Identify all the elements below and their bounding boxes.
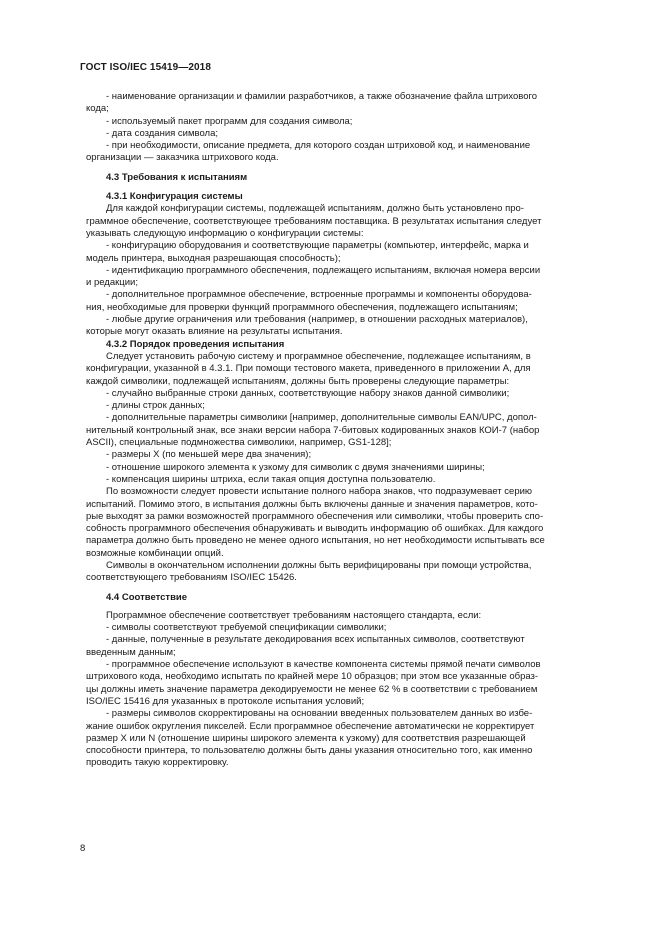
paragraph: - размеры символов скорректированы на основании введенных пользователем данных во избе- жание ошибок округления пикселей. Если программное обеспечение автоматически не корректирует размер X или N (отношение ширины широкого элемента к узкому) для соответствия разрешающей способности принтера, то пользователю должны быть даны указания относительно того, как именно проводить такую корректировку.: [86, 708, 535, 769]
paragraph: Для каждой конфигурации системы, подлежащей испытаниям, должно быть установлено про- граммное обеспечение, соответствующее требованиям поставщика. В результатах испытания следует указывать следующую информацию о конфигурации системы:: [86, 203, 542, 239]
paragraph: Символы в окончательном исполнении должны быть верифицированы при помощи устройства, соответствующего требованиям ISO/IEC 15426.: [86, 559, 532, 584]
section-heading: 4.3.2 Порядок проведения испытания: [106, 338, 285, 350]
paragraph: - дополнительные параметры символики [например, дополнительные символы EAN/UPC, допол- нительный контрольный знак, все знаки версии набора 7-битовых кодированных знаков КОИ-7 (набор ASCII), специальные подмножества символики, например, GS1-128];: [86, 412, 540, 449]
paragraph: - отношение широкого элемента к узкому для символик с двумя значениями ширины;: [106, 461, 485, 473]
paragraph: - наименование организации и фамилии разработчиков, а также обозначение файла штрихового кода;: [86, 91, 538, 115]
paragraph: - дата создания символа;: [106, 127, 219, 139]
paragraph: - компенсация ширины штриха, если такая опция доступна пользователю.: [106, 473, 436, 485]
paragraph: - программное обеспечение используют в качестве компонента системы прямой печати символов штрихового кода, необходимо испытать по крайней мере 10 образцов; при этом все указанные образ- цы должны иметь значение параметра декодируемости не менее 62 % в соответствии с требованием ISO/IEC 15416 для указанных в протоколе испытания условий;: [86, 659, 541, 707]
paragraph: - любые другие ограничения или требования (например, в отношении расходных материалов), которые могут оказать влияние на результаты испытания.: [86, 314, 528, 338]
paragraph: - размеры X (по меньшей мере два значения);: [106, 449, 312, 461]
paragraph: - длины строк данных;: [106, 400, 205, 412]
section-heading: 4.3.1 Конфигурация системы: [106, 191, 243, 203]
paragraph: - символы соответствуют требуемой спецификации символики;: [106, 622, 387, 634]
paragraph: - случайно выбранные строки данных, соответствующие набору знаков данной символики;: [106, 387, 510, 399]
document-header: ГОСТ ISO/IEC 15419—2018: [80, 62, 211, 73]
document-body: [86, 91, 615, 770]
paragraph: - идентификацию программного обеспечения, подлежащего испытаниям, включая номера версии и редакции;: [86, 264, 541, 289]
paragraph: Следует установить рабочую систему и программное обеспечение, подлежащее испытаниям, в конфигурации, указанной в 4.3.1. При помощи тестового макета, приведенного в приложении А, для каждой символики, подлежащей испытаниям, должны быть проверены следующие параметры:: [86, 350, 531, 387]
paragraph: Программное обеспечение соответствует требованиям настоящего стандарта, если:: [106, 609, 482, 621]
paragraph: - используемый пакет программ для создания символа;: [106, 115, 353, 127]
paragraph: По возможности следует провести испытание полного набора знаков, что подразумевает серию испытаний. Помимо этого, в испытания должны быть включены данные и значения параметров, кото- рые выходят за рамки возможностей программного обеспечения или символики, чтобы проверить спо- собность программного обеспечения обнаруживать и выводить информацию об ошибках. Для каждого параметра должно быть проведено не менее одного испытания, но нет необходимости испытывать все возможные комбинации опций.: [86, 486, 545, 559]
paragraph: - дополнительное программное обеспечение, встроенные программы и компоненты оборудова- ния, необходимые для проверки функций программного обеспечения, подлежащего испытаниям;: [86, 289, 532, 313]
paragraph: - данные, полученные в результате декодирования всех испытанных символов, соответствуют введенным данным;: [86, 634, 525, 658]
section-heading: 4.3 Требования к испытаниям: [106, 171, 248, 183]
paragraph: - конфигурацию оборудования и соответствующие параметры (компьютер, интерфейс, марка и модель принтера, выходная разрешающая способность);: [86, 240, 529, 264]
page-number: 8: [80, 843, 86, 854]
paragraph: - при необходимости, описание предмета, для которого создан штриховой код, и наименование организации — заказчика штрихового кода.: [86, 140, 531, 164]
section-heading: 4.4 Соответствие: [106, 591, 188, 603]
